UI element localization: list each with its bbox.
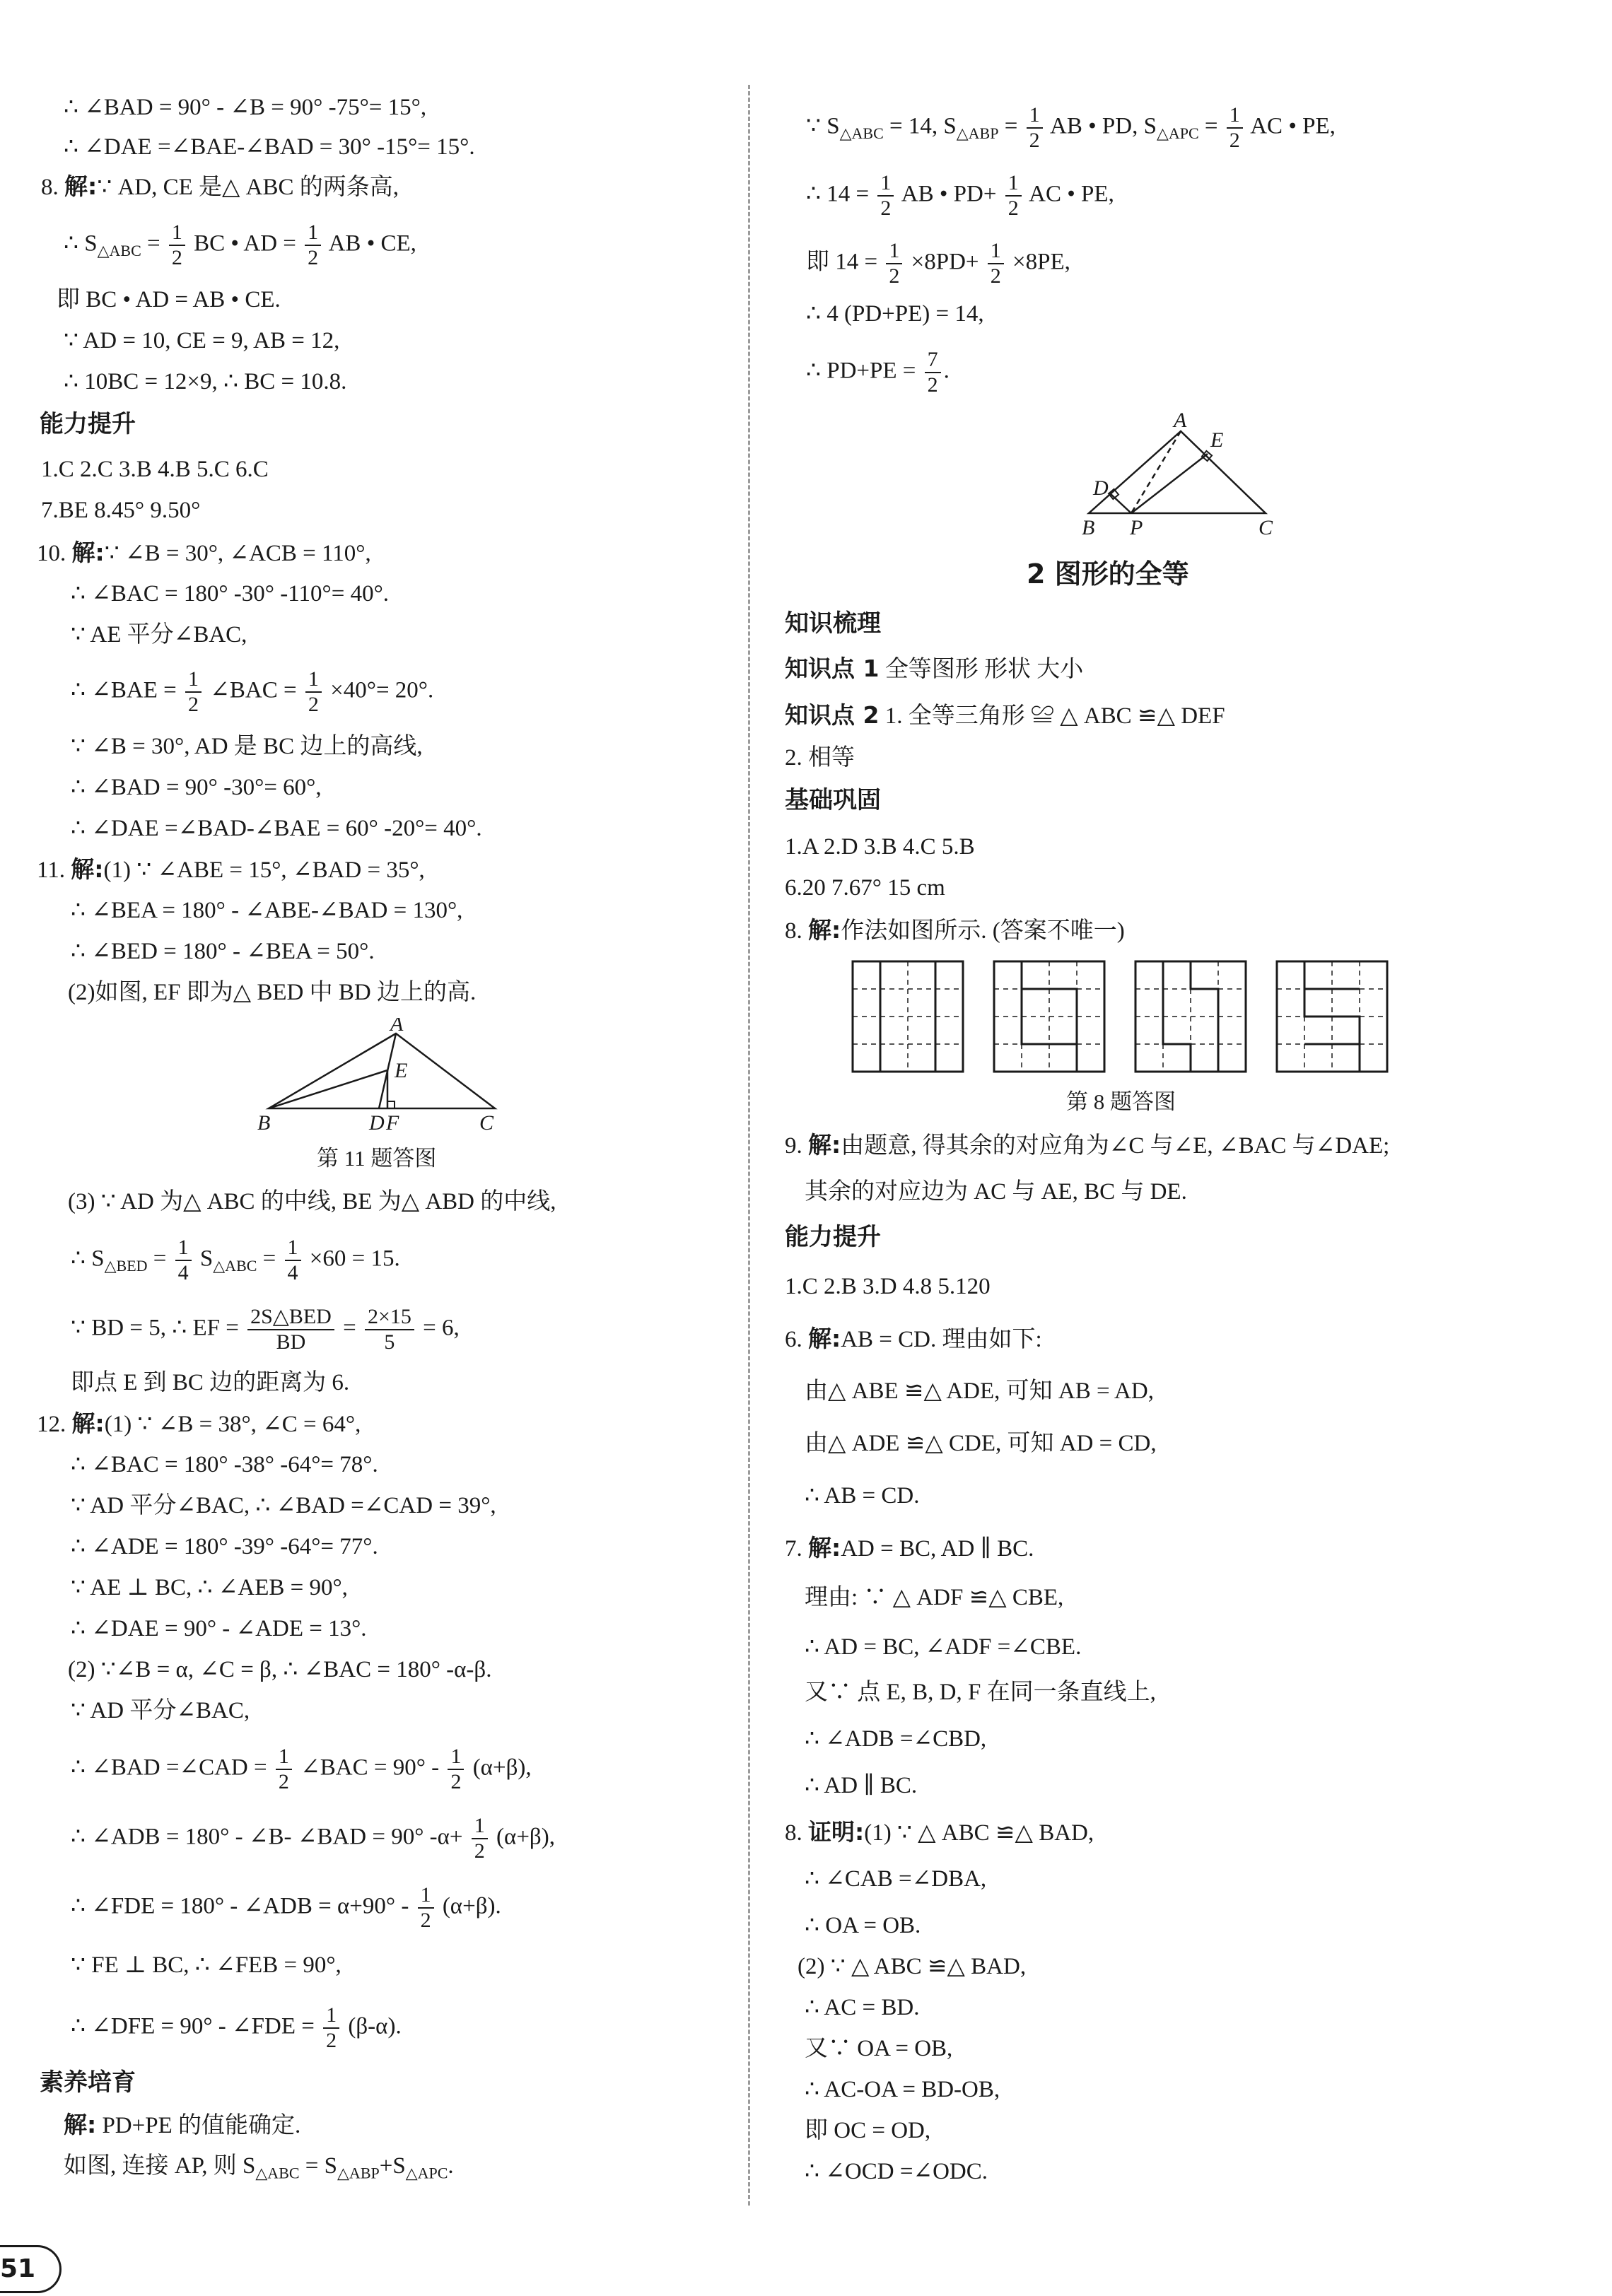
text-line: 7.BE 8.45° 9.50°	[41, 498, 201, 523]
figpd-label-e: E	[1210, 428, 1224, 452]
text-line: 知识点 2 1. 全等三角形 ≌ △ ABC ≌△ DEF	[785, 701, 1225, 729]
fig11-label-a: A	[390, 1018, 404, 1036]
text-line: ∴ ∠OCD =∠ODC.	[805, 2159, 988, 2184]
fraction: $\frac{1}{2}$	[1227, 103, 1243, 153]
text-line: 2. 相等	[785, 745, 855, 771]
text-line: 如图, 连接 AP, 则 $S_{\triangle ABC} = S_{\triangle ABP}+S_{\triangle APC}$.	[64, 2153, 454, 2182]
text-line: ∵ AD 平分∠BAC,	[71, 1698, 250, 1723]
problem-8-right: 8. 解:作法如图所示. (答案不唯一)	[785, 916, 1125, 944]
problem-7: 7. 解:AD = BC, AD ∥ BC.	[785, 1534, 1034, 1562]
fraction: $\frac{1}{2}$	[448, 1745, 464, 1794]
text-line: 解: PD+PE 的值能确定.	[64, 2111, 301, 2138]
text-line: ∴ 14 = $\frac{1}{2}$ AB • PD+ $\frac{1}{2}$ AC • PE,	[806, 171, 1114, 220]
text-line: ∴ ∠BAD = 90° - ∠B = 90° -75°= 15°,	[64, 95, 427, 120]
fraction: $\frac{1}{2}$	[1005, 171, 1022, 221]
fraction: $\frac{2\times 15}{5}$	[365, 1305, 414, 1354]
problem-8: 8. 解:∵ AD, CE 是△ ABC 的两条高,	[41, 172, 399, 200]
text-line: 即 14 = $\frac{1}{2}$ ×8PD+ $\frac{1}{2}$ ×8PE,	[806, 239, 1070, 288]
figure-pd-pe-triangle	[1025, 407, 1294, 549]
text-line: ∴ ∠DFE = 90° - ∠FDE = $\frac{1}{2}$ (β-α).	[71, 2003, 402, 2052]
section-heading: 能力提升	[785, 1223, 881, 1251]
text-line: 即点 E 到 BC 边的距离为 6.	[71, 1370, 350, 1395]
problem-12: 12. 解:(1) ∵ ∠B = 38°, ∠C = 64°,	[37, 1410, 361, 1437]
column-divider	[748, 85, 750, 2206]
figpd-label-b: B	[1082, 516, 1095, 539]
text-line: ∴ PD+PE = $\frac{7}{2}$ .	[806, 348, 950, 397]
figpd-label-p: P	[1130, 516, 1143, 539]
text-line: ∴ ∠BAD =∠CAD = $\frac{1}{2}$ ∠BAC = 90° - $\frac{1}{2}$ (α+β),	[71, 1745, 532, 1793]
text-line: 即 BC • AD = AB • CE.	[57, 287, 281, 312]
text-line: ∴ ∠BEA = 180° - ∠ABE-∠BAD = 130°,	[71, 898, 463, 923]
text-line: ∴ $S_{\triangle ABC}$ = $\frac{1}{2}$ BC • AD = $\frac{1}{2}$ AB • CE,	[64, 221, 416, 269]
text-line: ∵ AE 平分∠BAC,	[71, 622, 247, 648]
problem-11: 11. 解:(1) ∵ ∠ABE = 15°, ∠BAD = 35°,	[37, 855, 425, 883]
text-line: (2) ∵ △ ABC ≌△ BAD,	[798, 1954, 1027, 1979]
section-heading: 素养培育	[40, 2068, 136, 2097]
text-line: 知识点 1 全等图形 形状 大小	[785, 655, 1084, 682]
figure-caption: 第 8 题答图	[1066, 1089, 1176, 1114]
text-line: ∴ ∠ADE = 180° -39° -64°= 77°.	[71, 1534, 378, 1559]
text-line: (2) ∵∠B = α, ∠C = β, ∴ ∠BAC = 180° -α-β.	[68, 1657, 492, 1682]
fig11-label-b: B	[257, 1111, 271, 1131]
text-line: ∴ AD = BC, ∠ADF =∠CBE.	[805, 1634, 1082, 1660]
figure-caption: 第 11 题答图	[317, 1146, 437, 1171]
text-line: ∵ AE ⊥ BC, ∴ ∠AEB = 90°,	[71, 1575, 348, 1600]
text-line: ∴ AD ∥ BC.	[805, 1773, 918, 1798]
text-line: 1.C 2.C 3.B 4.B 5.C 6.C	[41, 457, 269, 482]
section-heading: 基础巩固	[785, 786, 881, 814]
section-heading: 能力提升	[40, 410, 136, 438]
text-line: (3) ∵ AD 为△ ABC 的中线, BE 为△ ABD 的中线,	[68, 1189, 556, 1214]
fig11-label-c: C	[479, 1111, 494, 1131]
text-line: ∴ ∠BAC = 180° -38° -64°= 78°.	[71, 1452, 378, 1477]
text-line: ∴ ∠FDE = 180° - ∠ADB = α+90° - $\frac{1}{2}$ (α+β).	[71, 1883, 501, 1932]
text-line: 其余的对应边为 AC 与 AE, BC 与 DE.	[805, 1179, 1187, 1205]
fraction: $\frac{1}{2}$	[988, 239, 1004, 288]
text-line: ∴ AB = CD.	[805, 1483, 920, 1509]
fraction: $\frac{1}{2}$	[472, 1814, 488, 1863]
fraction: $\frac{1}{2}$	[418, 1883, 434, 1933]
text-line: ∴ ∠BAE = $\frac{1}{2}$ ∠BAC = $\frac{1}{2}$ ×40°= 20°.	[71, 667, 434, 716]
fraction: $\frac{1}{2}$	[305, 221, 321, 270]
figure-11-triangle	[255, 1018, 509, 1131]
text-line: ∴ $S_{\triangle BED}$ = $\frac{1}{4}$ $S_{\triangle ABC}$ = $\frac{1}{4}$ ×60 = 15.	[71, 1236, 400, 1284]
text-line: ∴ ∠DAE = 90° - ∠ADE = 13°.	[71, 1616, 367, 1641]
fraction: $\frac{1}{2}$	[305, 667, 322, 717]
fraction: $\frac{1}{2}$	[185, 667, 202, 717]
text-line: (2)如图, EF 即为△ BED 中 BD 边上的高.	[68, 980, 477, 1005]
text-line: 理由: ∵ △ ADF ≌△ CBE,	[805, 1585, 1064, 1610]
text-line: ∴ ∠DAE =∠BAD-∠BAE = 60° -20°= 40°.	[71, 816, 482, 841]
text-line: ∵ FE ⊥ BC, ∴ ∠FEB = 90°,	[71, 1952, 341, 1978]
text-line: 由△ ABE ≌△ ADE, 可知 AB = AD,	[805, 1378, 1154, 1404]
text-line: 即 OC = OD,	[805, 2118, 931, 2143]
problem-9: 9. 解:由题意, 得其余的对应角为∠C 与∠E, ∠BAC 与∠DAE;	[785, 1131, 1390, 1159]
fraction: $\frac{1}{2}$	[877, 171, 894, 221]
text-line: 1.A 2.D 3.B 4.C 5.B	[785, 834, 975, 860]
figpd-label-c: C	[1258, 516, 1273, 539]
text-line: ∴ ∠DAE =∠BAE-∠BAD = 30° -15°= 15°.	[64, 134, 475, 160]
text-line: ∴ ∠ADB =∠CBD,	[805, 1726, 987, 1752]
left-column	[0, 0, 749, 2296]
text-line: ∵ ∠B = 30°, AD 是 BC 边上的高线,	[71, 734, 423, 759]
text-line: 1.C 2.B 3.D 4.8 5.120	[785, 1274, 991, 1299]
text-line: ∴ AC-OA = BD-OB,	[805, 2077, 1000, 2102]
chapter-title: 2 图形的全等	[1027, 558, 1189, 590]
fraction: $\frac{1}{2}$	[886, 239, 902, 288]
fig11-label-d: D	[369, 1111, 385, 1131]
text-line: ∴ ∠ADB = 180° - ∠B- ∠BAD = 90° -α+ $\frac{1}{2}$ (α+β),	[71, 1814, 555, 1863]
figpd-label-a: A	[1174, 409, 1187, 432]
fig11-label-f: F	[386, 1111, 399, 1131]
problem-8-proof: 8. 证明:(1) ∵ △ ABC ≌△ BAD,	[785, 1818, 1094, 1846]
text-line: ∵ AD = 10, CE = 9, AB = 12,	[64, 328, 340, 353]
text-line: ∴ OA = OB.	[805, 1913, 921, 1938]
text-line: ∴ ∠BAD = 90° -30°= 60°,	[71, 775, 322, 800]
fig11-label-e: E	[395, 1059, 408, 1082]
fraction: $\frac{1}{2}$	[323, 2003, 339, 2053]
fraction: $\frac{1}{2}$	[1027, 103, 1043, 153]
problem-10: 10. 解:∵ ∠B = 30°, ∠ACB = 110°,	[37, 539, 371, 566]
text-line: ∴ ∠CAB =∠DBA,	[805, 1866, 987, 1892]
fraction: $\frac{1}{2}$	[276, 1745, 292, 1794]
section-heading: 知识梳理	[785, 609, 881, 638]
text-line: ∵ BD = 5, ∴ EF = 2S△BED BD = $\frac{2\times 15}{5}$ = 6,	[71, 1305, 460, 1354]
text-line: 由△ ADE ≌△ CDE, 可知 AD = CD,	[805, 1431, 1157, 1456]
text-line: ∴ AC = BD.	[805, 1995, 920, 2020]
right-column	[764, 0, 1612, 2296]
fraction: $\frac{1}{4}$	[285, 1236, 301, 1285]
text-line: ∴ ∠BED = 180° - ∠BEA = 50°.	[71, 939, 375, 964]
fraction: 2S△BED BD	[247, 1305, 334, 1354]
fraction: $\frac{7}{2}$	[925, 348, 941, 397]
text-line: ∴ 4 (PD+PE) = 14,	[806, 301, 984, 327]
fraction: $\frac{1}{2}$	[169, 221, 185, 270]
problem-6: 6. 解:AB = CD. 理由如下:	[785, 1325, 1042, 1352]
text-line: 又∵ 点 E, B, D, F 在同一条直线上,	[805, 1680, 1156, 1705]
text-line: ∴ 10BC = 12×9, ∴ BC = 10.8.	[64, 369, 347, 394]
text-line: ∴ ∠BAC = 180° -30° -110°= 40°.	[71, 581, 390, 607]
page-number: 51	[0, 2245, 62, 2293]
fraction: $\frac{1}{4}$	[175, 1236, 192, 1285]
text-line: ∵ AD 平分∠BAC, ∴ ∠BAD =∠CAD = 39°,	[71, 1493, 496, 1518]
text-line: ∵ $S_{\triangle ABC} = 14$, $S_{\triangle ABP}$ = $\frac{1}{2}$ AB • PD, $S_{\triangle APC}$ = $\frac{1}{2}$ AC • PE,	[806, 103, 1336, 152]
text-line: 6.20 7.67° 15 cm	[785, 875, 945, 901]
text-line: 又∵ OA = OB,	[805, 2036, 953, 2061]
figpd-label-d: D	[1093, 476, 1109, 500]
figure-8-grids	[848, 959, 1471, 1086]
